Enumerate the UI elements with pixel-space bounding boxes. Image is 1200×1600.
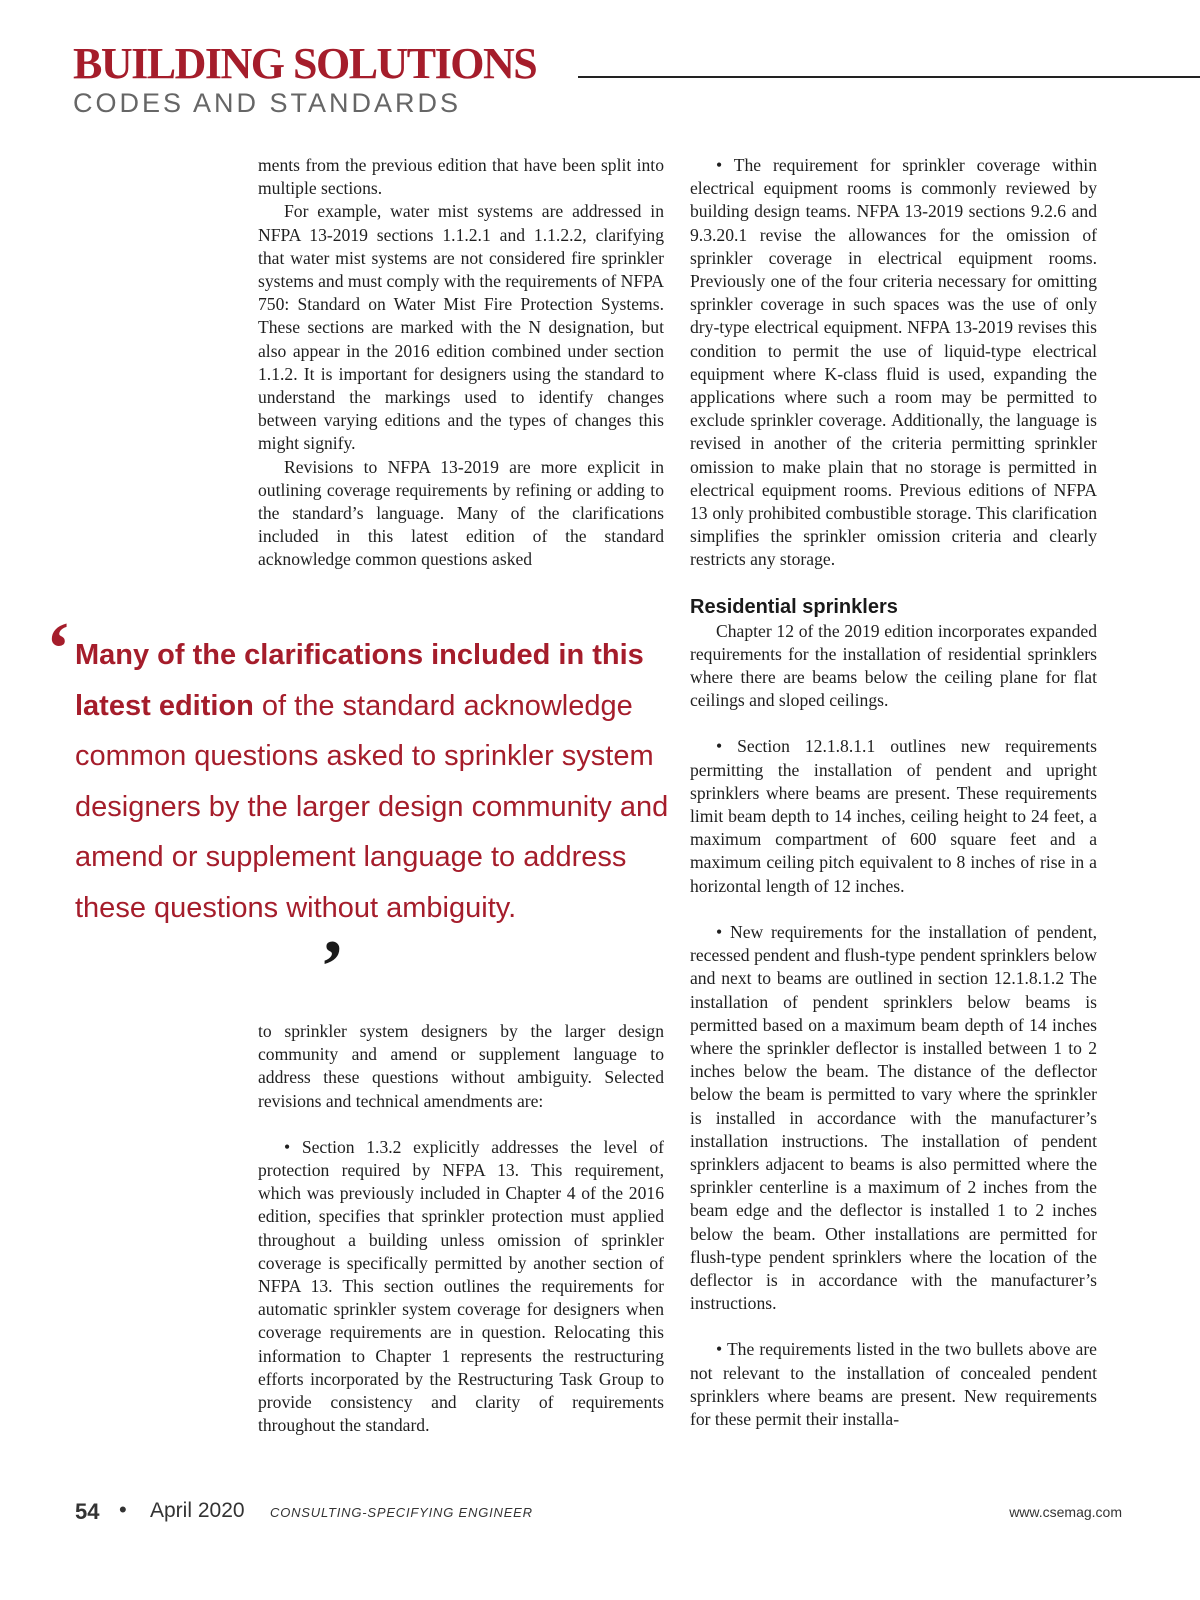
- page-footer: [75, 1497, 1122, 1527]
- body-paragraph: ments from the previous edition that have been split into multiple sections.: [258, 155, 664, 199]
- bullet-paragraph: • Section 1.3.2 explicitly addresses the level of protection required by NFPA 13. This requirement, which was previously included in Chapter 4 of the 2016 edition, specifies that sprinkler protection must applied throughout a building unless omission of sprinkler coverage is specifically permitted by another section of NFPA 13. This section outlines the requirements for automatic sprinkler system coverage for designers when coverage requirements are in question. Relocating this information to Chapter 1 represents the restructuring efforts incorporated by the Restructuring Task Group to provide consistency and clarity of requirements throughout the standard.: [258, 1136, 664, 1436]
- pull-quote: [75, 630, 675, 933]
- magazine-name: CONSULTING-SPECIFYING ENGINEER: [270, 1505, 533, 1520]
- bullet-paragraph: • New requirements for the installation of pendent, recessed pendent and flush-type pendent sprinklers below and next to beams are outlined in section 12.1.8.1.2 The installation of pendent sprinklers below beams is permitted based on a maximum beam depth of 14 inches where the sprinkler deflector is installed between 1 to 2 inches below the beam. The distance of the deflector below the beam is permitted to vary where the sprinkler is installed in accordance with the manufacturer’s installation instructions. The installation of pendent sprinklers adjacent to beams is also permitted where the sprinkler centerline is a maximum of 2 inches from the beam edge and the deflector is installed 1 to 2 inches below the beam. Other installations are permitted for flush-type pendent sprinklers where the location of the deflector is in accordance with the manufacturer’s instructions.: [690, 921, 1097, 1314]
- section-title: BUILDING SOLUTIONS: [73, 39, 537, 88]
- header-rule: [578, 76, 1200, 78]
- close-quote-mark: ’: [320, 926, 345, 1008]
- bullet-paragraph: • Section 12.1.8.1.1 outlines new requirements permitting the installation of pendent and upright sprinklers where beams are present. These requirements limit beam depth to 14 inches, ceiling height to 24 feet, a maximum compartment of 600 square feet and a maximum ceiling pitch equivalent to 8 inches of rise in a horizontal length of 12 inches.: [690, 736, 1097, 896]
- left-column-top: [258, 154, 664, 572]
- page-header: [73, 40, 1200, 118]
- bullet-paragraph: • The requirement for sprinkler coverage within electrical equipment rooms is commonly reviewed by building design teams. NFPA 13-2019 sections 9.2.6 and 9.3.20.1 revise the allowances for the omission of sprinkler coverage in electrical equipment rooms. Previously one of the four criteria necessary for omitting sprinkler coverage in such spaces was the use of only dry-type electrical equipment. NFPA 13-2019 revises this condition to permit the use of liquid-type electrical equipment where K-class fluid is used, expanding the applications where such a room may be permitted to exclude sprinkler coverage. Additionally, the language is revised in another of the criteria permitting sprinkler omission to make plain that no storage is permitted in electrical equipment rooms. Previous editions of NFPA 13 only prohibited combustible storage. This clarification simplifies the sprinkler omission criteria and clearly restricts any storage.: [690, 155, 1097, 570]
- section-subtitle: CODES AND STANDARDS: [73, 88, 462, 118]
- issue-date: April 2020: [150, 1499, 245, 1522]
- pull-quote-bold: Many of the clarifications included in this latest edition: [75, 639, 644, 722]
- body-paragraph: Revisions to NFPA 13-2019 are more explicit in outlining coverage requirements by refining or adding to the standard’s language. Many of the clarifications included in this latest edition of the standard acknowledge common questions asked: [258, 456, 664, 570]
- footer-separator: •: [119, 1497, 127, 1522]
- open-quote-mark: ‘: [46, 608, 71, 690]
- body-paragraph: For example, water mist systems are addressed in NFPA 13-2019 sections 1.1.2.1 and 1.1.2.2, clarifying that water mist systems are not considered fire sprinkler systems and must comply with the requirements of NFPA 750: Standard on Water Mist Fire Protection Systems. These sections are marked with the N designation, but also appear in the 2016 edition combined under section 1.1.2. It is important for designers using the standard to understand the markings used to identify changes between varying editions and the types of changes this might signify.: [258, 201, 664, 454]
- body-paragraph: Chapter 12 of the 2019 edition incorporates expanded requirements for the installation of residential sprinklers where there are beams below the ceiling plane for flat ceilings and sloped ceilings.: [690, 620, 1097, 711]
- pull-quote-text: of the standard acknowledge common questions asked to sprinkler system designers by the larger design community and amend or supplement language to address these questions without ambiguity.: [75, 689, 669, 924]
- subhead: Residential sprinklers: [690, 595, 898, 618]
- left-column-bottom: [258, 1020, 664, 1437]
- right-column: [690, 154, 1097, 1431]
- website-url: www.csemag.com: [1009, 1504, 1122, 1520]
- body-paragraph: to sprinkler system designers by the larger design community and amend or supplement language to address these questions without ambiguity. Selected revisions and technical amendments are:: [258, 1021, 664, 1111]
- bullet-paragraph: • The requirements listed in the two bullets above are not relevant to the installation of concealed pendent sprinklers where beams are present. New requirements for these permit their installa-: [690, 1339, 1097, 1429]
- page-number: 54: [75, 1499, 100, 1524]
